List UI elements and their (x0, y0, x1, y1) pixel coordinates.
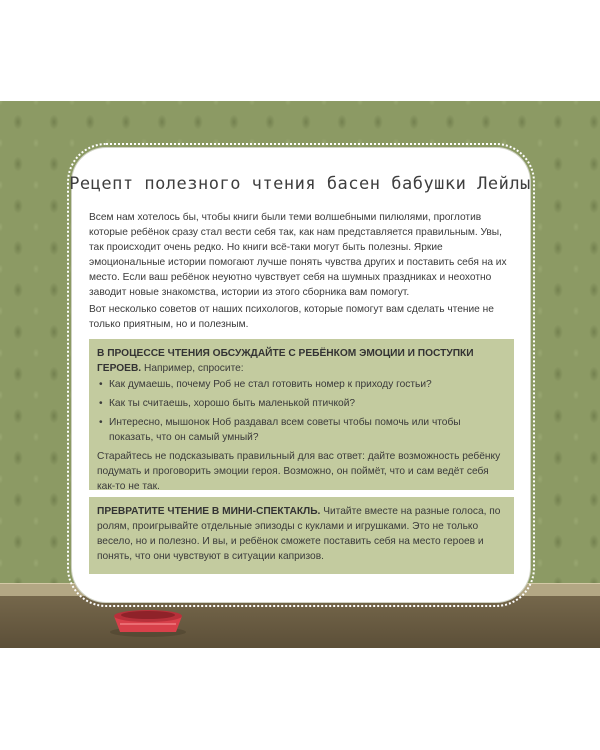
list-item: • Как думаешь, почему Роб не стал готовить номер к приходу гостьи? (97, 377, 506, 392)
list-item: • Интересно, мышонок Ноб раздавал всем советы чтобы помочь или чтобы показать, что он самый умный? (97, 415, 506, 445)
floor (0, 596, 600, 648)
tip1-paragraph (97, 346, 506, 376)
tip1-lead: Например, спросите: (141, 363, 244, 374)
question-list (97, 377, 506, 445)
tip2-text: Читайте вместе на разные голоса, по ролям, проигрывайте отдельные эпизоды с куклами и игрушками. Это не только весело, но и полезно. И вы, и ребёнок сможете поставить себя на место героев и понять, что они чувствуют в ситуации капризов. (97, 506, 501, 562)
tip1-heading: В ПРОЦЕССЕ ЧТЕНИЯ ОБСУЖДАЙТЕ С РЕБЁНКОМ ЭМОЦИИ И ПОСТУПКИ ГЕРОЕВ. (97, 348, 474, 374)
tip2-heading: ПРЕВРАТИТЕ ЧТЕНИЕ В МИНИ-СПЕКТАКЛЬ. (97, 506, 321, 517)
tip-box-mini-play (89, 497, 514, 574)
tip-box-discussion (89, 339, 514, 490)
page-title: Рецепт полезного чтения басен бабушки Лейлы (69, 174, 531, 194)
pet-bowl-icon (108, 602, 188, 638)
list-item: • Как ты считаешь, хорошо быть маленькой птичкой? (97, 396, 506, 411)
tips-intro-paragraph: Вот несколько советов от наших психологов, которые помогут вам сделать чтение не только приятным, но и полезным. (89, 304, 494, 330)
tip2-paragraph (97, 504, 506, 564)
tip1-note: Старайтесь не подсказывать правильный для вас ответ: дайте возможность ребёнку подумать и проговорить эмоции героя. Возможно, он поймёт, что и сам ведёт себя как-то не так. (97, 451, 501, 492)
intro-paragraph: Всем нам хотелось бы, чтобы книги были теми волшебными пилюлями, проглотив которые ребёнок сразу стал вести себя так, как нам представляется правильным. Увы, так происходит очень редко. Но книги всё-таки могут быть полезны. Яркие эмоциональные истории помогают лучше понять чувства других и поставить себя на их место. Если ваш ребёнок неуютно чувствует себя на шумных праздниках и неохотно заводит новые знакомства, истории из этого сборника вам помогут. (89, 212, 507, 298)
